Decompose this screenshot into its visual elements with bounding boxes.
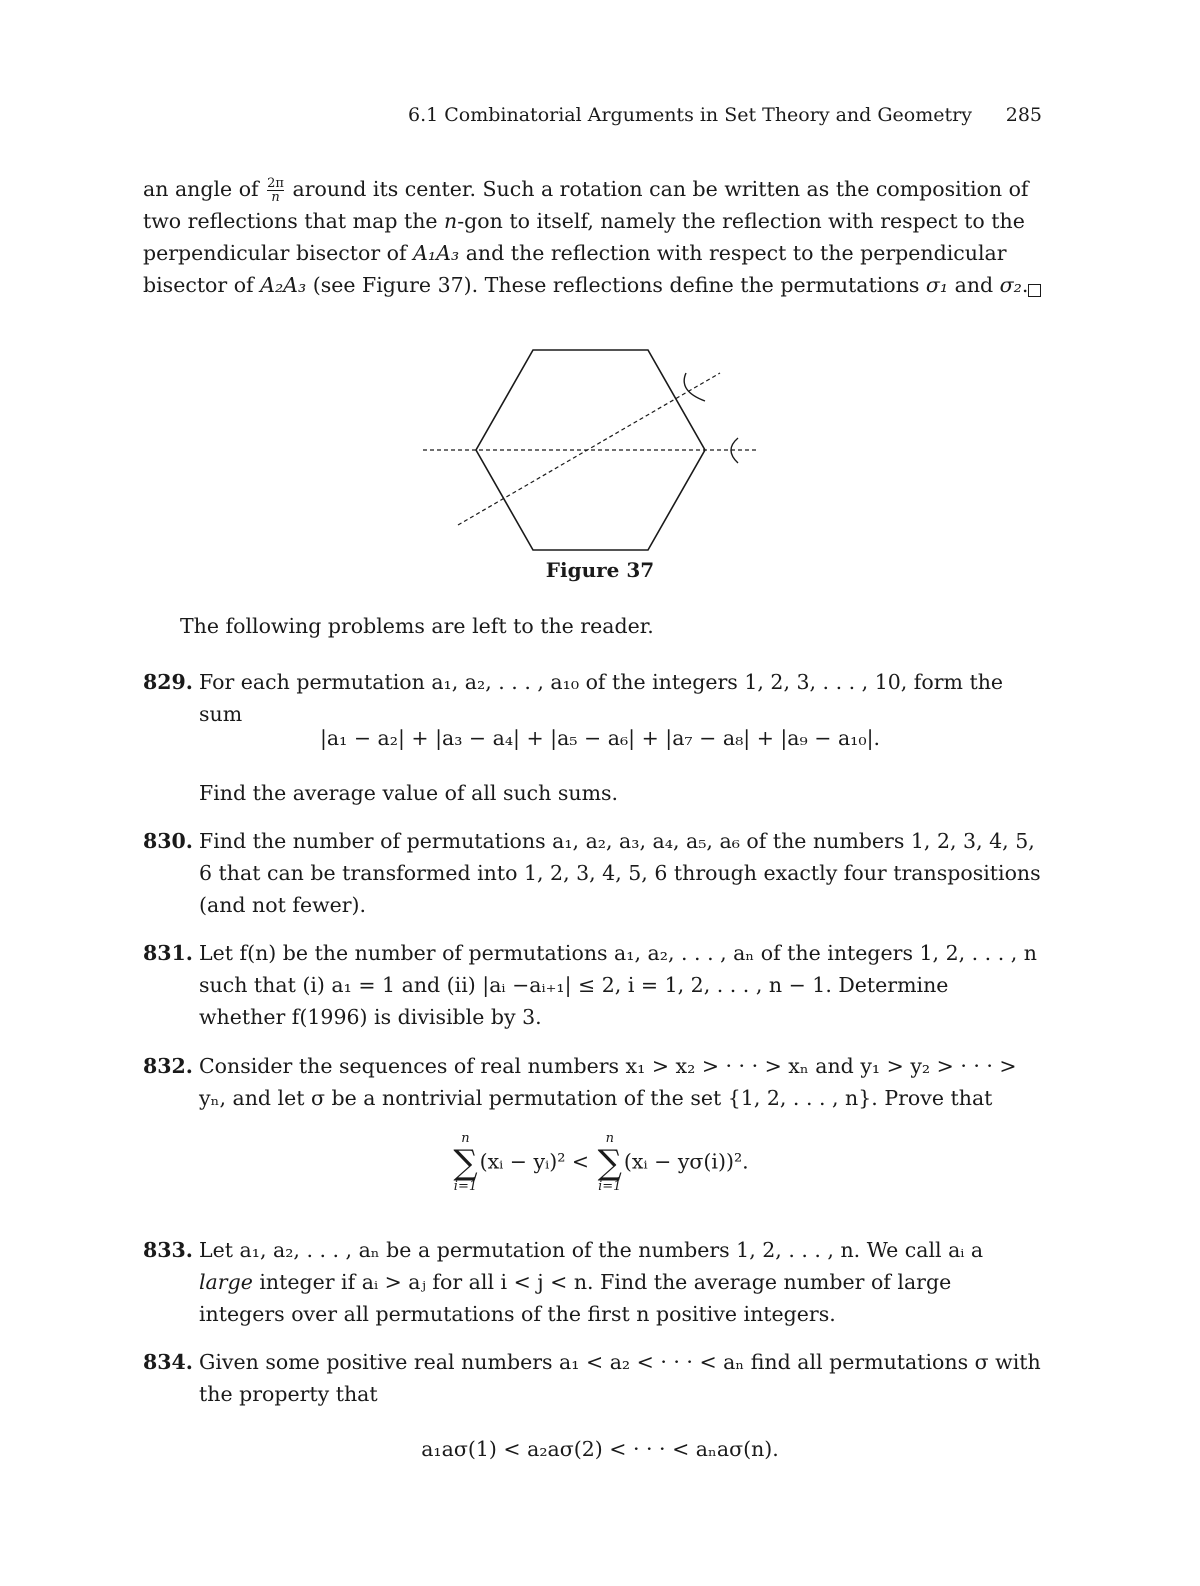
- problem-832: [143, 1050, 1041, 1114]
- page-header: [408, 104, 1042, 126]
- math-sigma: σ₂: [999, 273, 1022, 297]
- problem-text: Given some positive real numbers a₁ < a₂ < · · · < aₙ find all permutations σ with the property that: [199, 1350, 1041, 1406]
- intro-text: (see Figure 37). These reflections define the permutations: [306, 273, 926, 297]
- lead-sentence: The following problems are left to the reader.: [180, 614, 654, 638]
- section-title: 6.1 Combinatorial Arguments in Set Theory and Geometry: [408, 104, 972, 126]
- sum-lower-limit: i=1: [453, 1179, 478, 1194]
- problem-number: 829.: [143, 670, 193, 694]
- problem-830: [143, 825, 1041, 921]
- problem-number: 830.: [143, 829, 193, 853]
- rotation-arc-icon: [684, 373, 705, 401]
- display-equation: a₁aσ(1) < a₂aσ(2) < · · · < aₙaσ(n).: [421, 1437, 779, 1461]
- math-segment: A₁A₃: [413, 241, 460, 265]
- diagonal-axis-line: [458, 373, 720, 525]
- problem-829: [143, 666, 1041, 730]
- fraction-denominator: n: [271, 190, 280, 205]
- fraction: [267, 177, 284, 204]
- sum-inequality: [0, 1132, 1200, 1194]
- sum-upper-limit: n: [605, 1131, 614, 1146]
- math-sigma: σ₁: [925, 273, 949, 297]
- sum-lower-limit: i=1: [598, 1179, 622, 1194]
- intro-text: around its center. Such a rotation can be written as the composition of two reflections that map the: [143, 177, 1029, 233]
- problem-834: [143, 1346, 1041, 1410]
- sum-upper-limit: n: [461, 1131, 470, 1146]
- fraction-numerator: 2π: [267, 176, 284, 191]
- problem-text: Let f(n) be the number of permutations a₁, a₂, . . . , aₙ of the integers 1, 2, . . . , n such that (i) a₁ = 1 and (ii) |aᵢ −aᵢ₊₁| ≤ 2, i = 1, 2, . . . , n − 1. Determine whether f(1996) is divisible by 3.: [199, 941, 1037, 1029]
- figure-caption: Figure 37: [545, 558, 655, 582]
- sum-rhs-term: (xᵢ − yσ(i))².: [623, 1149, 749, 1174]
- problem-text-part: integer if aᵢ > aⱼ for all i < j < n. Find the average number of large integers over all permutations of the first n positive integers.: [199, 1270, 952, 1326]
- intro-paragraph: [143, 173, 1041, 301]
- intro-text: -gon to itself, namely the reflection with respect to the perpendicular bisector of: [143, 209, 1025, 265]
- problem-text: For each permutation a₁, a₂, . . . , a₁₀ of the integers 1, 2, 3, . . . , 10, form the sum: [199, 670, 1004, 726]
- problem-number: 831.: [143, 941, 193, 965]
- intro-text: an angle of: [143, 177, 266, 201]
- problem-829-followup: [143, 777, 1041, 809]
- intro-text: and the reflection with respect to the perpendicular bisector of: [143, 241, 1007, 297]
- problem-text: Find the number of permutations a₁, a₂, a₃, a₄, a₅, a₆ of the numbers 1, 2, 3, 4, 5, 6 that can be transformed into 1, 2, 3, 4, 5, 6 through exactly four transpositions (and not fewer).: [199, 829, 1041, 917]
- emphasis-large: large: [199, 1270, 253, 1294]
- math-segment: A₂A₃: [260, 273, 307, 297]
- summation-lhs: [453, 1132, 477, 1194]
- sum-lhs-term: (xᵢ − yᵢ)² <: [479, 1149, 590, 1174]
- sigma-icon: ∑: [597, 1143, 622, 1183]
- problem-831: [143, 937, 1041, 1033]
- problem-number: 832.: [143, 1054, 193, 1078]
- math-n: n: [444, 209, 458, 233]
- hexagon-figure: [420, 335, 760, 560]
- display-equation: |a₁ − a₂| + |a₃ − a₄| + |a₅ − a₆| + |a₇ − a₈| + |a₉ − a₁₀|.: [319, 726, 881, 750]
- intro-text: .: [1021, 273, 1029, 297]
- page-number: 285: [1005, 104, 1042, 126]
- problem-text: Find the average value of all such sums.: [199, 781, 619, 805]
- problem-number: 833.: [143, 1238, 193, 1262]
- problem-text: [199, 1234, 1041, 1330]
- problem-text-part: Let a₁, a₂, . . . , aₙ be a permutation of the numbers 1, 2, . . . , n. We call aᵢ a: [199, 1238, 984, 1262]
- sigma-icon: ∑: [453, 1143, 478, 1183]
- problem-text: Consider the sequences of real numbers x₁ > x₂ > · · · > xₙ and y₁ > y₂ > · · · > yₙ, and let σ be a nontrivial permutation of the set {1, 2, . . . , n}. Prove that: [199, 1054, 1017, 1110]
- problem-number: 834.: [143, 1350, 193, 1374]
- summation-rhs: [598, 1132, 622, 1194]
- intro-text: and: [948, 273, 1000, 297]
- qed-box-icon: [1028, 284, 1041, 297]
- problem-833: [143, 1234, 1041, 1330]
